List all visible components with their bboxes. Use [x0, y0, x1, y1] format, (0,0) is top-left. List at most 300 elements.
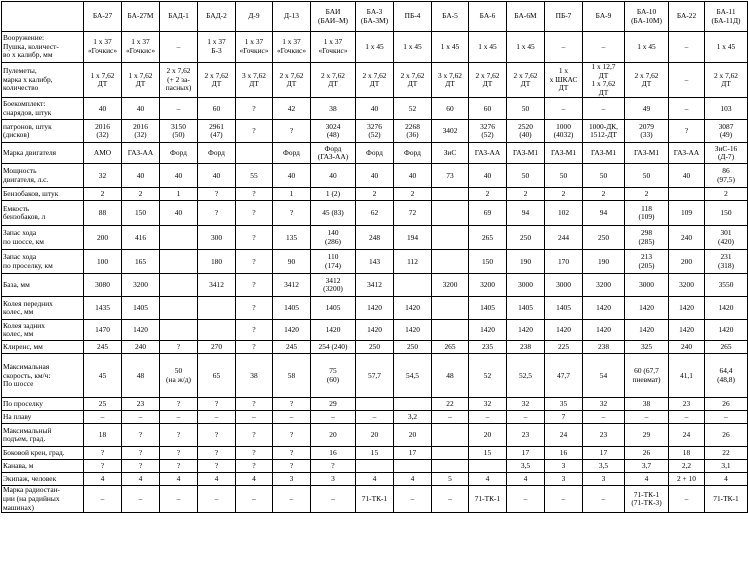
- table-cell: ?: [669, 120, 705, 143]
- table-cell: 20: [394, 424, 432, 447]
- table-cell: [469, 460, 507, 473]
- table-cell: ?: [122, 424, 160, 447]
- table-cell: 23: [669, 398, 705, 411]
- table-cell: ГАЗ-АА: [122, 143, 160, 164]
- table-cell: 1420: [311, 320, 356, 341]
- table-cell: –: [311, 486, 356, 513]
- table-cell: 25: [84, 398, 122, 411]
- table-cell: 41,1: [669, 354, 705, 398]
- table-cell: 1420: [122, 320, 160, 341]
- table-cell: Форд: [198, 143, 236, 164]
- table-cell: 1405: [545, 297, 583, 320]
- table-cell: [198, 297, 236, 320]
- table-cell: 60: [469, 98, 507, 120]
- table-row: [2, 226, 748, 250]
- table-cell: 1420: [705, 297, 748, 320]
- table-cell: 35: [545, 398, 583, 411]
- table-cell: 32: [469, 398, 507, 411]
- table-cell: 2 х 7,62 ДТ: [507, 63, 545, 98]
- table-cell: 17: [394, 447, 432, 460]
- table-cell: 3200: [122, 274, 160, 297]
- column-header: БА-10 (БА-10М): [625, 2, 669, 32]
- table-cell: 298 (285): [625, 226, 669, 250]
- table-cell: АМО: [84, 143, 122, 164]
- table-row: [2, 354, 748, 398]
- table-row: [2, 98, 748, 120]
- table-cell: 29: [625, 424, 669, 447]
- table-cell: 102: [545, 201, 583, 226]
- table-row: [2, 398, 748, 411]
- table-cell: –: [705, 411, 748, 424]
- table-cell: 2016 (32): [122, 120, 160, 143]
- table-cell: 22: [705, 447, 748, 460]
- table-cell: –: [545, 486, 583, 513]
- table-cell: ?: [273, 398, 311, 411]
- table-cell: 3 х 7,62 ДТ: [432, 63, 469, 98]
- table-cell: 1405: [469, 297, 507, 320]
- table-cell: 235: [469, 341, 507, 354]
- table-cell: [432, 447, 469, 460]
- table-cell: 24: [545, 424, 583, 447]
- armored-car-spec-table: [1, 1, 748, 513]
- table-cell: –: [669, 32, 705, 63]
- table-cell: 45 (83): [311, 201, 356, 226]
- table-cell: 3: [545, 473, 583, 486]
- table-row: [2, 297, 748, 320]
- table-cell: 40: [160, 164, 198, 188]
- table-cell: 265: [705, 341, 748, 354]
- table-cell: 71-ТК-1: [705, 486, 748, 513]
- table-cell: 72: [394, 201, 432, 226]
- table-cell: ?: [236, 201, 273, 226]
- table-cell: [432, 201, 469, 226]
- table-cell: [432, 250, 469, 274]
- table-row: [2, 320, 748, 341]
- table-cell: ГАЗ-М1: [545, 143, 583, 164]
- table-cell: 250: [356, 341, 394, 354]
- table-cell: 1405: [273, 297, 311, 320]
- table-cell: 225: [545, 341, 583, 354]
- table-cell: 88: [84, 201, 122, 226]
- table-cell: [356, 460, 394, 473]
- table-cell: 265: [469, 226, 507, 250]
- table-cell: 52,5: [507, 354, 545, 398]
- table-cell: 135: [273, 226, 311, 250]
- table-cell: 2 х 7,62 ДТ: [394, 63, 432, 98]
- table-cell: 1 х 45: [356, 32, 394, 63]
- table-cell: ?: [236, 424, 273, 447]
- table-cell: 1 х 7,62 ДТ: [122, 63, 160, 98]
- table-cell: 1 х 12,7 ДТ 1 х 7,62 ДТ: [583, 63, 625, 98]
- table-cell: 1 (2): [311, 188, 356, 201]
- table-cell: 32: [84, 164, 122, 188]
- table-cell: 75 (60): [311, 354, 356, 398]
- table-cell: 1 х 45: [469, 32, 507, 63]
- table-cell: 48: [432, 354, 469, 398]
- table-cell: ?: [198, 201, 236, 226]
- row-label: патронов, штук (дисков): [2, 120, 84, 143]
- table-cell: ?: [160, 341, 198, 354]
- row-label: Колея передних колес, мм: [2, 297, 84, 320]
- table-cell: 1420: [705, 320, 748, 341]
- table-cell: 4: [356, 473, 394, 486]
- table-cell: ?: [273, 201, 311, 226]
- table-cell: 23: [507, 424, 545, 447]
- table-cell: ?: [236, 320, 273, 341]
- table-cell: 238: [583, 341, 625, 354]
- table-cell: –: [198, 411, 236, 424]
- table-cell: ?: [160, 460, 198, 473]
- table-cell: 3412: [273, 274, 311, 297]
- table-cell: [669, 188, 705, 201]
- table-cell: 4: [122, 473, 160, 486]
- table-cell: 240: [669, 226, 705, 250]
- table-cell: –: [356, 411, 394, 424]
- table-cell: 1420: [469, 320, 507, 341]
- table-cell: 2016 (32): [84, 120, 122, 143]
- column-header: БАИ (БАИ–М): [311, 2, 356, 32]
- table-cell: 3024 (48): [311, 120, 356, 143]
- row-label: Максимальная скорость, км/ч: По шоссе: [2, 354, 84, 398]
- table-cell: 2: [545, 188, 583, 201]
- row-label: Марка радиостан- ции (на радийных машинах): [2, 486, 84, 513]
- table-cell: 2: [122, 188, 160, 201]
- table-cell: –: [669, 98, 705, 120]
- table-cell: 50: [583, 164, 625, 188]
- table-cell: 5: [432, 473, 469, 486]
- table-cell: –: [160, 411, 198, 424]
- table-cell: 3200: [583, 274, 625, 297]
- table-cell: 57,7: [356, 354, 394, 398]
- table-cell: –: [236, 411, 273, 424]
- column-header: ПБ-7: [545, 2, 583, 32]
- table-cell: [160, 320, 198, 341]
- table-cell: [394, 398, 432, 411]
- table-cell: 29: [311, 398, 356, 411]
- table-cell: 238: [507, 341, 545, 354]
- table-cell: 1420: [583, 320, 625, 341]
- table-cell: Форд: [394, 143, 432, 164]
- table-cell: 2 х 7,62 ДТ: [705, 63, 748, 98]
- table-cell: ?: [198, 398, 236, 411]
- table-cell: ГАЗ-АА: [469, 143, 507, 164]
- table-cell: 2,2: [669, 460, 705, 473]
- row-label: По проселку: [2, 398, 84, 411]
- table-cell: 165: [122, 250, 160, 274]
- table-cell: 1 х 37 «Гочкис»: [236, 32, 273, 63]
- table-cell: 1420: [669, 320, 705, 341]
- table-cell: 1420: [545, 320, 583, 341]
- table-cell: 23: [583, 424, 625, 447]
- table-cell: 71-ТК-1: [469, 486, 507, 513]
- table-cell: 40: [198, 164, 236, 188]
- table-cell: 52: [469, 354, 507, 398]
- table-cell: –: [236, 486, 273, 513]
- table-cell: 3200: [469, 274, 507, 297]
- table-cell: –: [625, 411, 669, 424]
- table-row: [2, 250, 748, 274]
- table-cell: 118 (109): [625, 201, 669, 226]
- table-cell: 244: [545, 226, 583, 250]
- table-cell: 4: [705, 473, 748, 486]
- table-cell: ?: [236, 297, 273, 320]
- table-row: [2, 188, 748, 201]
- table-cell: 50: [507, 164, 545, 188]
- table-cell: –: [583, 98, 625, 120]
- table-cell: 109: [669, 201, 705, 226]
- table-cell: 3276 (52): [356, 120, 394, 143]
- table-cell: 1 х 45: [432, 32, 469, 63]
- table-cell: 2 х 7,62 (+ 2 за- пасных): [160, 63, 198, 98]
- table-cell: 3 х 7,62 ДТ: [236, 63, 273, 98]
- table-cell: 1 х 7,62 ДТ: [84, 63, 122, 98]
- table-cell: 170: [545, 250, 583, 274]
- table-cell: 2: [507, 188, 545, 201]
- table-row: [2, 274, 748, 297]
- table-cell: 110 (174): [311, 250, 356, 274]
- row-label: Запас хода по шоссе, км: [2, 226, 84, 250]
- table-cell: 3276 (52): [469, 120, 507, 143]
- table-cell: 32: [583, 398, 625, 411]
- table-cell: ?: [236, 274, 273, 297]
- table-cell: ГАЗ-М1: [625, 143, 669, 164]
- table-cell: 60 (67,7 пневмат): [625, 354, 669, 398]
- table-cell: 250: [583, 226, 625, 250]
- table-cell: 3,1: [705, 460, 748, 473]
- column-header: БА-5: [432, 2, 469, 32]
- table-cell: 58: [273, 354, 311, 398]
- table-cell: 1 х 37 «Гочкис»: [122, 32, 160, 63]
- table-cell: 2: [625, 188, 669, 201]
- row-label: Марка двигателя: [2, 143, 84, 164]
- column-header: БА-6М: [507, 2, 545, 32]
- table-cell: ?: [160, 398, 198, 411]
- row-label: Пулеметы, марка х калибр, количество: [2, 63, 84, 98]
- table-cell: 1420: [394, 297, 432, 320]
- table-cell: 22: [432, 398, 469, 411]
- table-cell: –: [273, 411, 311, 424]
- row-label: Колея задних колес, мм: [2, 320, 84, 341]
- table-cell: 194: [394, 226, 432, 250]
- table-cell: ?: [236, 460, 273, 473]
- row-label: Бензобаков, штук: [2, 188, 84, 201]
- table-cell: 54,5: [394, 354, 432, 398]
- table-cell: 1: [160, 188, 198, 201]
- table-cell: –: [432, 486, 469, 513]
- row-label: Боковой крен, град.: [2, 447, 84, 460]
- table-cell: 2 х 7,62 ДТ: [625, 63, 669, 98]
- table-cell: 69: [469, 201, 507, 226]
- table-cell: 50 (на ж/д): [160, 354, 198, 398]
- table-cell: 2: [469, 188, 507, 201]
- table-cell: 2 х 7,62 ДТ: [311, 63, 356, 98]
- table-cell: 23: [122, 398, 160, 411]
- table-cell: 143: [356, 250, 394, 274]
- row-label: Вооружение: Пушка, количест- во х калибр, мм: [2, 32, 84, 63]
- table-cell: 2520 (40): [507, 120, 545, 143]
- table-cell: 65: [198, 354, 236, 398]
- table-cell: 1405: [122, 297, 160, 320]
- table-cell: –: [311, 411, 356, 424]
- table-cell: 40: [394, 164, 432, 188]
- row-label: База, мм: [2, 274, 84, 297]
- row-label: Максимальный подъем, град.: [2, 424, 84, 447]
- table-cell: 1 х 37 «Гочкис»: [273, 32, 311, 63]
- table-cell: 3200: [669, 274, 705, 297]
- table-cell: 150: [469, 250, 507, 274]
- table-cell: –: [394, 486, 432, 513]
- table-cell: 20: [469, 424, 507, 447]
- table-cell: 1420: [583, 297, 625, 320]
- table-cell: 3550: [705, 274, 748, 297]
- table-cell: 1405: [507, 297, 545, 320]
- table-cell: 1470: [84, 320, 122, 341]
- table-cell: ?: [84, 447, 122, 460]
- table-cell: –: [583, 486, 625, 513]
- table-cell: Форд: [273, 143, 311, 164]
- table-cell: –: [122, 411, 160, 424]
- table-cell: [432, 424, 469, 447]
- table-cell: ?: [198, 460, 236, 473]
- table-cell: [432, 320, 469, 341]
- column-header: ПБ-4: [394, 2, 432, 32]
- table-cell: –: [669, 486, 705, 513]
- column-header: БАД-1: [160, 2, 198, 32]
- table-cell: 1 х 45: [394, 32, 432, 63]
- table-cell: 200: [84, 226, 122, 250]
- table-cell: ?: [84, 460, 122, 473]
- table-cell: Форд: [356, 143, 394, 164]
- table-cell: 64,4 (48,8): [705, 354, 748, 398]
- table-cell: 254 (240): [311, 341, 356, 354]
- table-cell: 270: [198, 341, 236, 354]
- table-cell: 3200: [432, 274, 469, 297]
- table-cell: 1 х 37 «Гочкис»: [311, 32, 356, 63]
- table-cell: [236, 143, 273, 164]
- table-cell: 2: [84, 188, 122, 201]
- table-cell: –: [545, 32, 583, 63]
- table-cell: 1420: [625, 320, 669, 341]
- table-cell: 1420: [507, 320, 545, 341]
- table-cell: 3412 (3200): [311, 274, 356, 297]
- table-cell: ?: [236, 398, 273, 411]
- table-cell: 40: [122, 98, 160, 120]
- table-cell: 2 х 7,62 ДТ: [198, 63, 236, 98]
- table-cell: 20: [311, 424, 356, 447]
- table-cell: 38: [236, 354, 273, 398]
- table-cell: 17: [507, 447, 545, 460]
- table-cell: ?: [236, 98, 273, 120]
- table-cell: ?: [198, 424, 236, 447]
- table-cell: –: [198, 486, 236, 513]
- table-cell: [160, 250, 198, 274]
- table-cell: 48: [122, 354, 160, 398]
- table-cell: 3412: [198, 274, 236, 297]
- table-cell: ?: [160, 447, 198, 460]
- table-cell: 47,7: [545, 354, 583, 398]
- table-cell: 2: [394, 188, 432, 201]
- table-cell: 150: [122, 201, 160, 226]
- table-cell: 112: [394, 250, 432, 274]
- table-row: [2, 424, 748, 447]
- table-cell: ?: [236, 447, 273, 460]
- table-cell: –: [583, 32, 625, 63]
- table-cell: 2 + 10: [669, 473, 705, 486]
- table-cell: 300: [198, 226, 236, 250]
- table-cell: 2 х 7,62 ДТ: [356, 63, 394, 98]
- table-cell: –: [160, 486, 198, 513]
- table-row: [2, 411, 748, 424]
- table-cell: 3,2: [394, 411, 432, 424]
- table-cell: ГАЗ-АА: [669, 143, 705, 164]
- table-cell: 1420: [356, 320, 394, 341]
- table-cell: 240: [669, 341, 705, 354]
- table-cell: 416: [122, 226, 160, 250]
- table-cell: ГАЗ-М1: [507, 143, 545, 164]
- table-cell: 60: [432, 98, 469, 120]
- table-cell: 190: [583, 250, 625, 274]
- table-cell: ?: [122, 447, 160, 460]
- table-cell: 73: [432, 164, 469, 188]
- table-cell: 26: [705, 398, 748, 411]
- column-header: БА-22: [669, 2, 705, 32]
- table-cell: 1: [273, 188, 311, 201]
- table-cell: 1 х 45: [705, 32, 748, 63]
- table-row: [2, 473, 748, 486]
- table-cell: –: [160, 98, 198, 120]
- table-cell: 1420: [669, 297, 705, 320]
- table-cell: 38: [625, 398, 669, 411]
- table-cell: 190: [507, 250, 545, 274]
- table-row: [2, 201, 748, 226]
- table-cell: 1405: [311, 297, 356, 320]
- row-label: Запас хода по проселку, км: [2, 250, 84, 274]
- row-label: Боекомплект: снарядов, штук: [2, 98, 84, 120]
- table-cell: 4: [84, 473, 122, 486]
- table-cell: [432, 226, 469, 250]
- table-cell: 40: [356, 164, 394, 188]
- table-cell: 2 х 7,62 ДТ: [273, 63, 311, 98]
- table-cell: ?: [122, 460, 160, 473]
- column-header: Д-9: [236, 2, 273, 32]
- table-cell: Форд: [160, 143, 198, 164]
- table-cell: 32: [507, 398, 545, 411]
- table-cell: [394, 274, 432, 297]
- table-cell: 1000 (4032): [545, 120, 583, 143]
- table-cell: ?: [236, 341, 273, 354]
- table-cell: 26: [705, 424, 748, 447]
- table-cell: ГАЗ-М1: [583, 143, 625, 164]
- table-cell: 1420: [394, 320, 432, 341]
- table-cell: 1000-ДК, 1512-ДТ: [583, 120, 625, 143]
- table-cell: 200: [669, 250, 705, 274]
- table-cell: 1 х 45: [507, 32, 545, 63]
- table-cell: ?: [273, 460, 311, 473]
- table-cell: –: [507, 486, 545, 513]
- table-cell: 18: [84, 424, 122, 447]
- table-cell: 4: [469, 473, 507, 486]
- table-cell: –: [469, 411, 507, 424]
- table-cell: –: [122, 486, 160, 513]
- spec-table-body: [2, 32, 748, 513]
- table-cell: ?: [198, 447, 236, 460]
- table-cell: 3: [311, 473, 356, 486]
- table-cell: 180: [198, 250, 236, 274]
- table-cell: –: [507, 411, 545, 424]
- table-cell: 4: [160, 473, 198, 486]
- column-header: БА-9: [583, 2, 625, 32]
- table-cell: 3000: [545, 274, 583, 297]
